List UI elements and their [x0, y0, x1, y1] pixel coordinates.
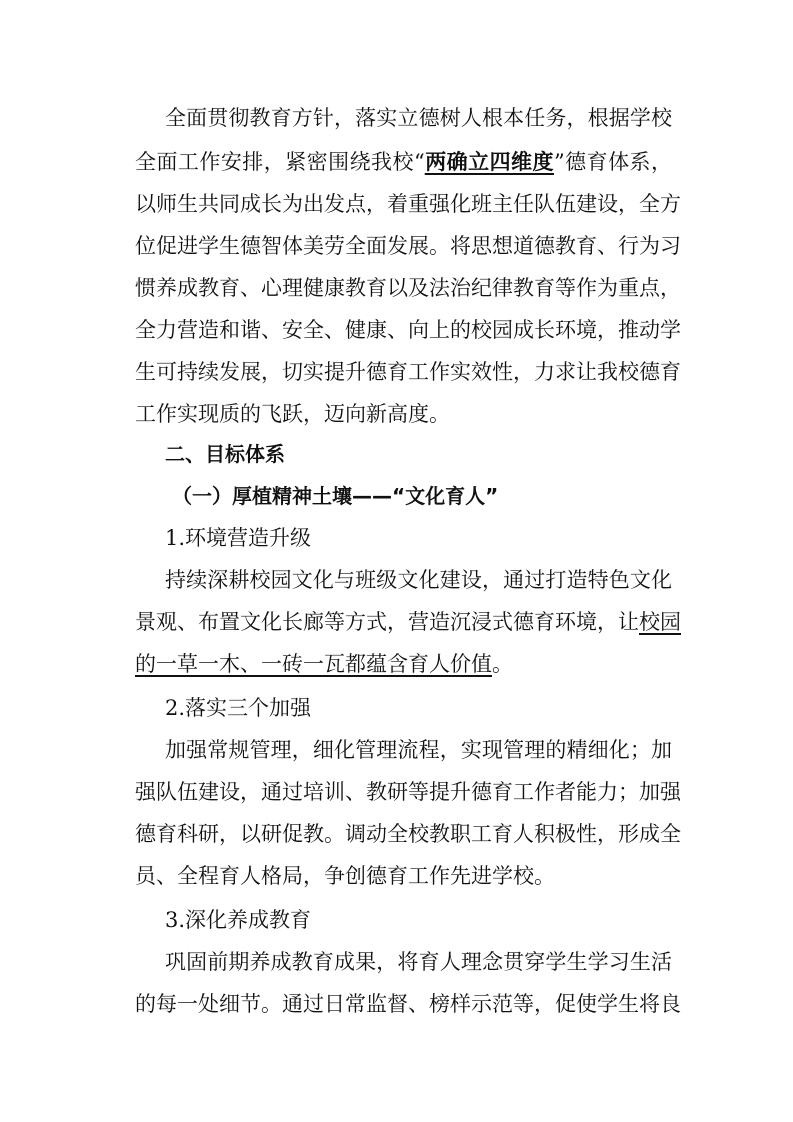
text-line	[165, 566, 672, 594]
text-line	[135, 274, 681, 302]
text-run: 持续深耕校园文化与班级文化建设，通过打造特色文化	[165, 568, 672, 592]
text-run: 景观、布置文化长廊等方式，营造沉浸式德育环境，让	[135, 610, 639, 634]
text-line	[135, 358, 681, 386]
text-line	[135, 650, 672, 678]
text-run: 生可持续发展，切实提升德育工作实效性，力求让我校德育	[135, 360, 681, 384]
text-line	[135, 990, 681, 1018]
text-run: 位促进学生德智体美劳全面发展。将思想道德教育、行为习	[135, 234, 681, 258]
underlined-text: 的一草一木、一砖一瓦都蕴含育人价值	[135, 652, 492, 676]
text-run: 二、目标体系	[165, 442, 285, 466]
text-run: 巩固前期养成教育成果，将育人理念贯穿学生学习生活	[165, 950, 672, 974]
text-run: 员、全程育人格局，争创德育工作先进学校。	[135, 864, 555, 888]
text-run: 3.深化养成教育	[165, 908, 312, 932]
text-line	[165, 906, 672, 934]
text-line	[165, 104, 672, 132]
text-run: 以师生共同成长为出发点，着重强化班主任队伍建设，全方	[135, 192, 681, 216]
text-run: 全面贯彻教育方针，落实立德树人根本任务，根据学校	[165, 106, 672, 130]
text-run: 工作实现质的飞跃，迈向新高度。	[135, 402, 450, 426]
text-line	[135, 862, 672, 890]
section-heading	[165, 440, 672, 468]
underlined-text: 两确立四维度	[424, 150, 554, 174]
section-heading	[172, 482, 679, 510]
text-run: ”德育体系，	[553, 150, 673, 174]
text-line	[135, 316, 681, 344]
text-line	[165, 948, 672, 976]
text-line	[135, 400, 672, 428]
text-run: 加强常规管理，细化管理流程，实现管理的精细化；加	[165, 738, 672, 762]
text-line	[135, 820, 681, 848]
text-run: 德育科研，以研促教。调动全校教职工育人积极性，形成全	[135, 822, 681, 846]
text-run: 2.落实三个加强	[165, 696, 312, 720]
text-run: 1.环境营造升级	[165, 526, 312, 550]
text-run: 惯养成教育、心理健康教育以及法治纪律教育等作为重点，	[135, 276, 681, 300]
text-run: （一）厚植精神土壤——“文化育人”	[172, 484, 499, 508]
text-run: 的每一处细节。通过日常监督、榜样示范等，促使学生将良	[135, 992, 681, 1016]
text-line	[135, 778, 681, 806]
text-line	[165, 694, 672, 722]
text-line	[165, 736, 672, 764]
text-run: 。	[492, 652, 513, 676]
text-line	[135, 190, 681, 218]
text-run: 全面工作安排，紧密围绕我校	[135, 150, 414, 174]
text-line	[135, 608, 681, 636]
text-line	[135, 232, 681, 260]
text-run: 全力营造和谐、安全、健康、向上的校园成长环境，推动学	[135, 318, 681, 342]
underlined-text: 校园	[639, 610, 681, 634]
text-run: 强队伍建设，通过培训、教研等提升德育工作者能力；加强	[135, 780, 681, 804]
text-line	[165, 524, 672, 552]
text-line	[135, 148, 672, 176]
text-run: “	[413, 150, 425, 174]
